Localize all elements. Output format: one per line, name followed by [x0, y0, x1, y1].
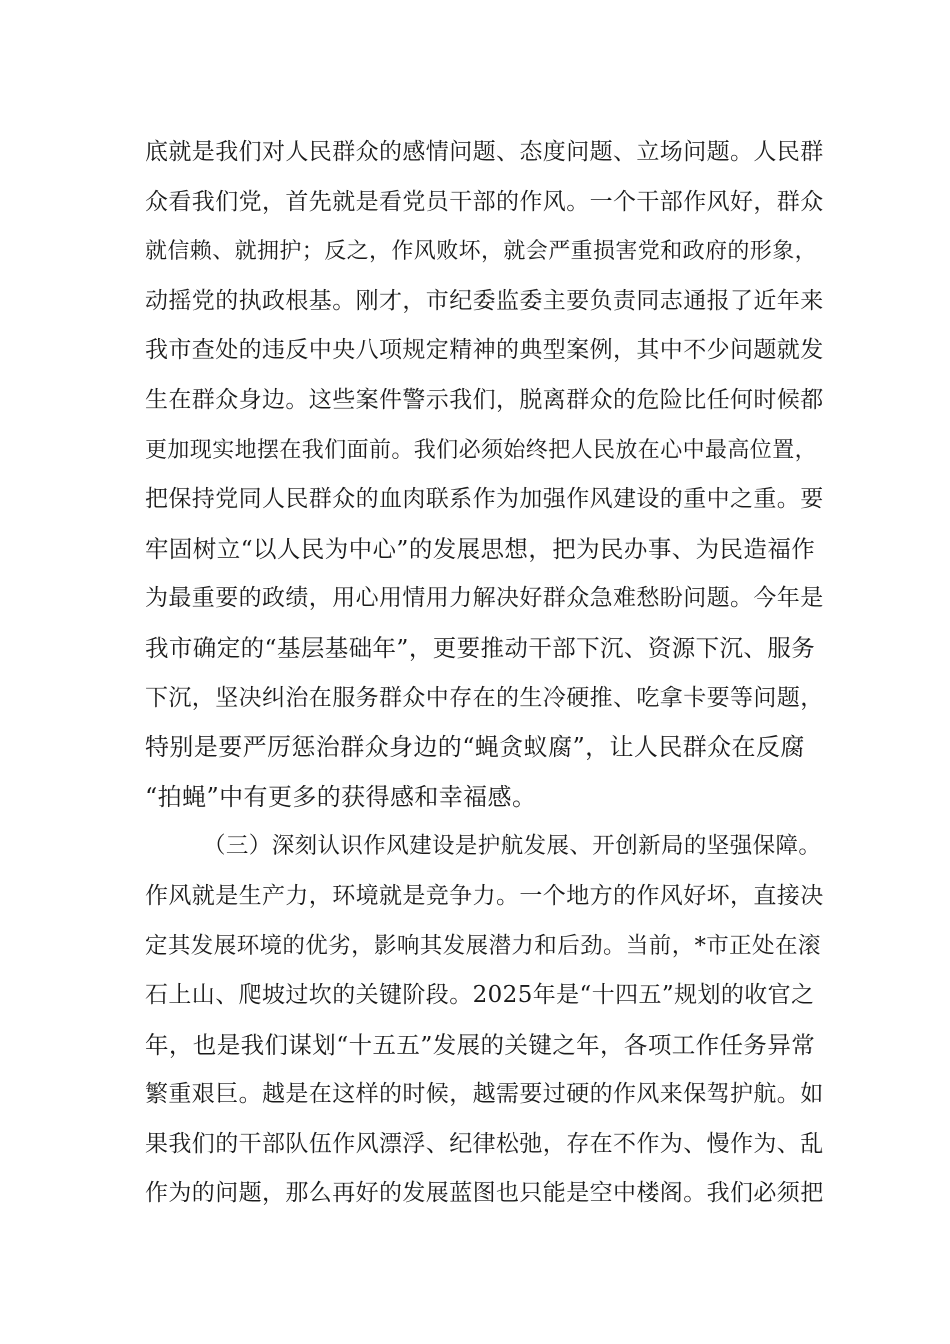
- section-heading: （三）深刻认识作风建设是护航发展、开创新局的坚强保障。: [203, 833, 822, 860]
- text-line: 作风就是生产力，环境就是竞争力。一个地方的作风好坏，直接决: [145, 882, 824, 909]
- text-line: 繁重艰巨。越是在这样的时候，越需要过硬的作风来保驾护航。如: [145, 1081, 824, 1108]
- text-line: 作为的问题，那么再好的发展蓝图也只能是空中楼阁。我们必须把: [145, 1180, 824, 1207]
- text-line: 动摇党的执政根基。刚才，市纪委监委主要负责同志通报了近年来: [145, 287, 824, 314]
- text-line: 底就是我们对人民群众的感情问题、态度问题、立场问题。人民群: [145, 139, 824, 165]
- text-line: 就信赖、就拥护；反之，作风败坏，就会严重损害党和政府的形象，: [145, 239, 818, 265]
- text-line: 为最重要的政绩，用心用情用力解决好群众急难愁盼问题。今年是: [145, 585, 824, 612]
- text-line: 下沉，坚决纠治在服务群众中存在的生冷硬推、吃拿卡要等问题，: [145, 684, 824, 711]
- text-line: 把保持党同人民群众的血肉联系作为加强作风建设的重中之重。要: [145, 486, 824, 513]
- text-line: 石上山、爬坡过坎的关键阶段。2025年是“十四五”规划的收官之: [145, 982, 815, 1009]
- text-line: 更加现实地摆在我们面前。我们必须始终把人民放在心中最高位置，: [145, 437, 818, 463]
- text-line: 众看我们党，首先就是看党员干部的作风。一个干部作风好，群众: [145, 188, 824, 215]
- text-line: “拍蝇”中有更多的获得感和幸福感。: [145, 782, 537, 811]
- text-line: 牢固树立“以人民为中心”的发展思想，把为民办事、为民造福作: [145, 534, 816, 563]
- document-body: [145, 128, 825, 1219]
- text-line: 我市确定的“基层基础年”，更要推动干部下沉、资源下沉、服务: [145, 633, 816, 662]
- text-line: 我市查处的违反中央八项规定精神的典型案例，其中不少问题就发: [145, 337, 824, 364]
- text-line: 定其发展环境的优劣，影响其发展潜力和后劲。当前，*市正处在滚: [145, 932, 821, 959]
- text-line: 生在群众身边。这些案件警示我们，脱离群众的危险比任何时候都: [145, 386, 824, 413]
- text-line: 特别是要严厉惩治群众身边的“蝇贪蚁腐”，让人民群众在反腐: [145, 733, 805, 762]
- text-line: 年，也是我们谋划“十五五”发展的关键之年，各项工作任务异常: [145, 1030, 816, 1059]
- text-line: 果我们的干部队伍作风漂浮、纪律松弛，存在不作为、慢作为、乱: [145, 1130, 824, 1157]
